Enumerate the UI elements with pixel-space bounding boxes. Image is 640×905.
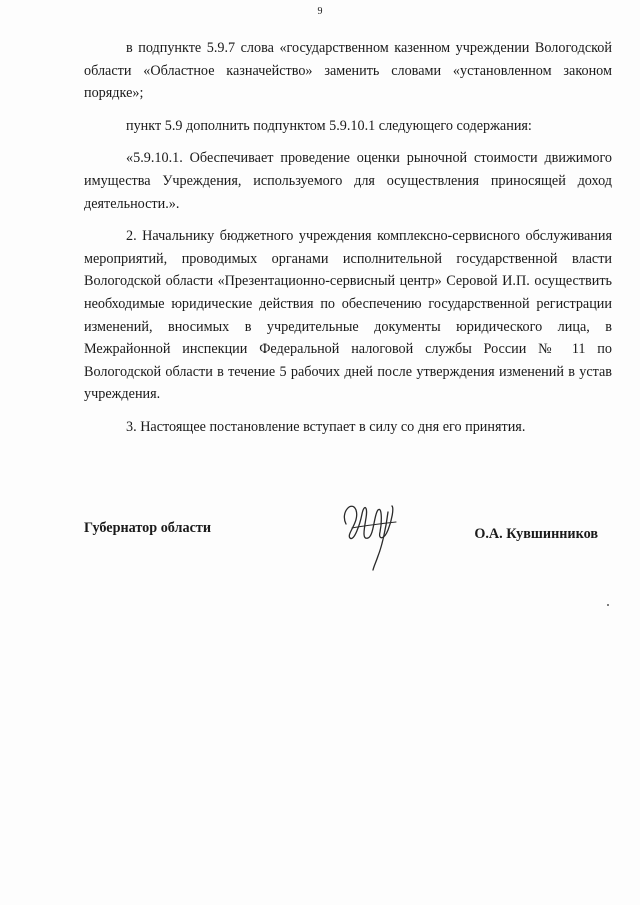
paragraph-item-2: 2. Начальнику бюджетного учреждения комплексно-сервисного обслуживания мероприятий, проводимых органами исполнительной государственной власти Вологодской области «Презентационно-сервисный центр» Серовой И.П. осуществить необходимые юридические действия по обеспечению государственной регистрации изменений, вносимых в учредительные документы юридического лица, в Межрайонной инспекции Федеральной налоговой службы России № 11 по Вологодской области в течение 5 рабочих дней после утверждения изменений в устав учреждения. bbox=[84, 228, 612, 403]
page-number: 9 bbox=[317, 6, 323, 17]
handwritten-signature bbox=[338, 494, 408, 574]
paragraph-subclause-5-9-10-1: «5.9.10.1. Обеспечивает проведение оценки рыночной стоимости движимого имущества Учреждения, используемого для осуществления приносящей доход деятельности.». bbox=[84, 150, 612, 212]
document-body bbox=[84, 37, 612, 439]
paragraph-clause-5-9: пункт 5.9 дополнить подпунктом 5.9.10.1 следующего содержания: bbox=[126, 117, 532, 134]
paragraph-subclause-5-9-7: в подпункте 5.9.7 слова «государственном казенном учреждении Вологодской области «Областное казначейство» заменить словами «установленном законом порядке»; bbox=[84, 40, 612, 102]
signatory-title: Губернатор области bbox=[84, 520, 212, 536]
signatory-name: О.А. Кувшинников bbox=[474, 526, 598, 542]
paragraph-item-3: 3. Настоящее постановление вступает в силу со дня его принятия. bbox=[126, 418, 526, 435]
signature-block bbox=[84, 520, 612, 600]
scan-speck bbox=[607, 604, 609, 606]
